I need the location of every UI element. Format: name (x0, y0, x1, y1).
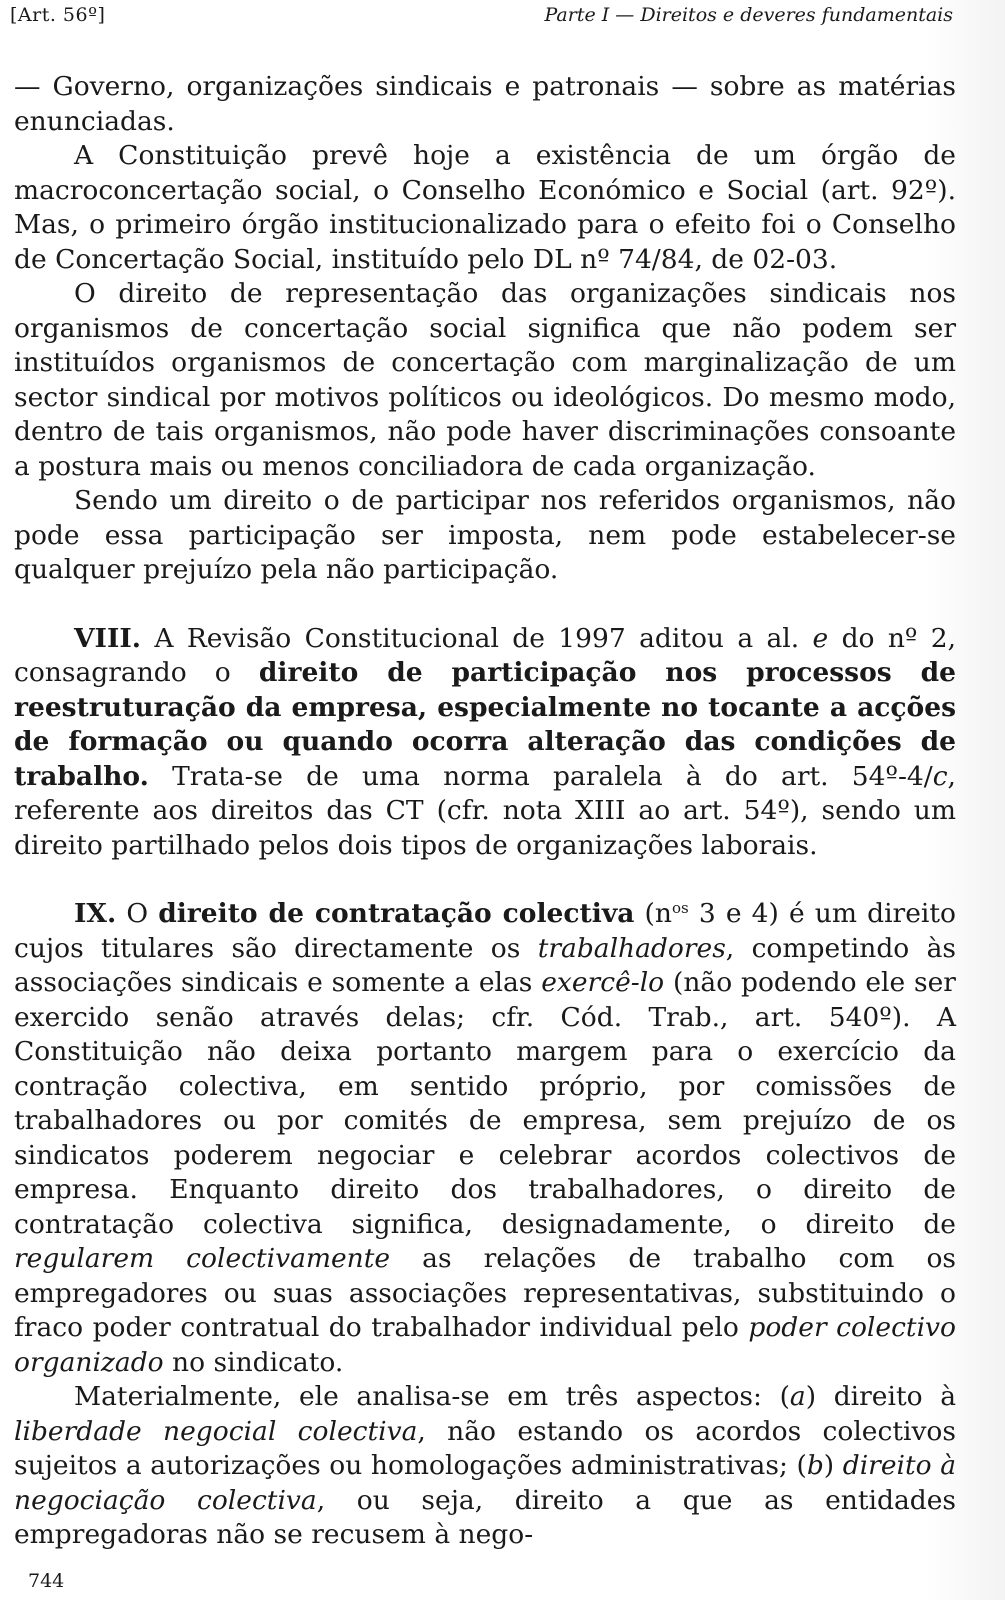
part-title: Parte I — Direitos e deveres fundamentais (544, 4, 953, 26)
emphasis-contratacao-colectiva: direito de contratação colectiva (158, 898, 635, 929)
section-number: IX. (74, 898, 117, 929)
emphasis-direito-participacao: direito de participação nos processos de reestruturação da empresa, especialmente no tocante a acções de formação ou quando ocorra alteração das condições de trabalho. (14, 657, 956, 792)
section-number: VIII. (74, 622, 141, 654)
body-text (14, 70, 956, 1553)
paragraph-materialmente: Materialmente, ele analisa-se em três aspectos: (a) direito à liberdade negocial colectiva, não estando os acordos colectivos sujeitos a autorizações ou homologações administrativas; (b) direito à negociação colectiva, ou seja, direito a que as entidades empregadoras não se recusem à nego- (14, 1381, 957, 1550)
paragraph-conselho: A Constituição prevê hoje a existência de um órgão de macroconcertação social, o Conselho Económico e Social (art. 92º). Mas, o primeiro órgão institucionalizado para o efeito foi o Conselho de Concertação Social, instituído pelo DL nº 74/84, de 02-03. (14, 140, 956, 275)
page-number: 744 (28, 1570, 65, 1592)
paragraph-representacao: O direito de representação das organizações sindicais nos organismos de concertação social significa que não podem ser instituídos organismos de concertação com marginalização de um sector sindical por motivos políticos ou ideológicos. Do mesmo modo, dentro de tais organismos, não pode haver discriminações consoante a postura mais ou menos conciliadora de cada organização. (14, 278, 956, 482)
section-viii: VIII. A Revisão Constitucional de 1997 aditou a al. e do nº 2, consagrando o direito de participação nos processos de reestruturação da empresa, especialmente no tocante a acções de formação ou quando ocorra alteração das condições de trabalho. Trata-se de uma norma paralela à do art. 54º-4/c, referente aos direitos das CT (cfr. nota XIII ao art. 54º), sendo um direito partilhado pelos dois tipos de organizações laborais. (14, 622, 956, 861)
running-header (10, 4, 953, 30)
section-ix: IX. O direito de contratação colectiva ($n^{os}$ 3 e 4) é um direito cujos titulares são directamente os trabalhadores, competindo às associações sindicais e somente a elas exercê-lo (não podendo ele ser exercido senão através delas; cfr. Cód. Trab., art. 540º). A Constituição não deixa portanto margem para o exercício da contração colectiva, em sentido próprio, por comissões de trabalhadores ou por comités de empresa, sem prejuízo de os sindicatos poderem negociar e celebrar acordos colectivos de empresa. Enquanto direito dos trabalhadores, o direito de contratação colectiva significa, designadamente, o direito de regularem colectivamente as relações de trabalho com os empregadores ou suas associações representativas, substituindo o fraco poder contratual do trabalhador individual pelo poder colectivo organizado no sindicato. (14, 898, 956, 1378)
article-reference: [Art. 56º] (10, 4, 106, 26)
paragraph-participacao: Sendo um direito o de participar nos referidos organismos, não pode essa participação ser imposta, nem pode estabelecer-se qualquer prejuízo pela não participação. (14, 485, 956, 585)
paragraph-continuation: — Governo, organizações sindicais e patronais — sobre as matérias enunciadas. (14, 71, 956, 137)
